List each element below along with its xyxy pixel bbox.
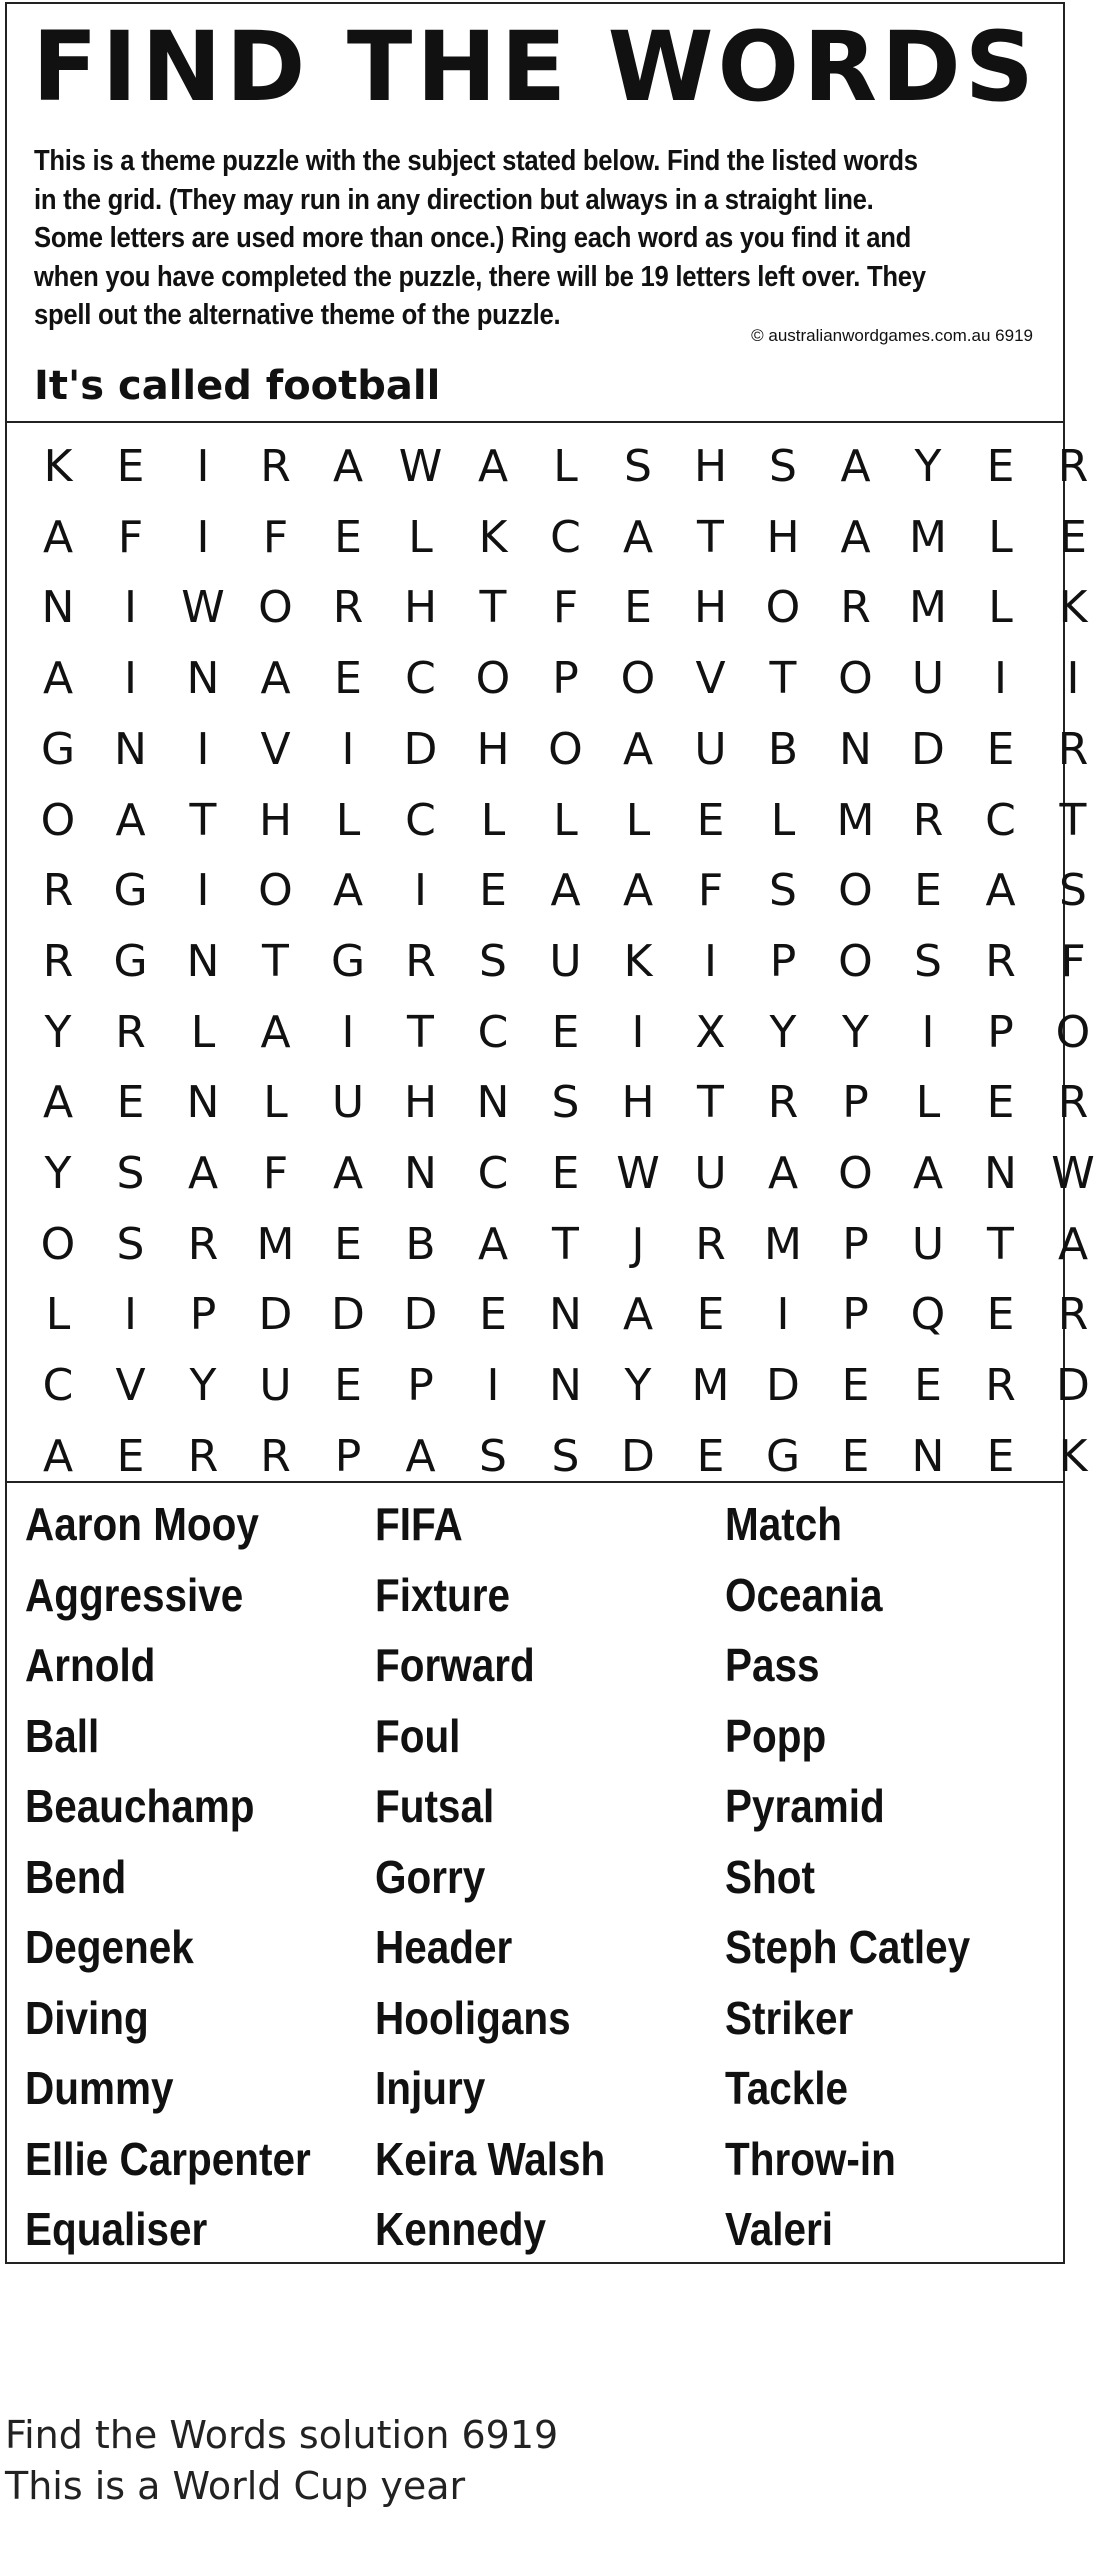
grid-letter[interactable]: K [478,511,508,563]
grid-letter[interactable]: C [985,794,1016,846]
grid-letter[interactable]: D [331,1289,365,1341]
grid-letter[interactable]: A [550,865,581,917]
grid-letter[interactable]: I [631,1006,645,1058]
grid-letter[interactable]: R [985,935,1016,987]
grid-letter[interactable]: L [988,511,1013,563]
word-list-item: Shot [725,1850,815,1903]
grid-letter[interactable]: I [341,1006,355,1058]
grid-letter[interactable]: E [986,723,1015,775]
grid-letter[interactable]: C [405,794,436,846]
grid-letter[interactable]: B [405,1218,436,1270]
grid-letter[interactable]: A [405,1430,436,1482]
grid-letter[interactable]: D [403,1289,438,1341]
word-list-item: Beauchamp [25,1780,255,1832]
grid-letter[interactable]: R [42,935,74,987]
grid-letter[interactable]: L [480,794,506,846]
grid-letter[interactable]: P [842,1289,869,1341]
grid-letter[interactable]: A [840,511,871,563]
grid-letter[interactable]: S [551,1430,580,1482]
grid-letter[interactable]: I [486,1360,500,1412]
grid-letter[interactable]: I [341,723,355,775]
grid-letter[interactable]: E [116,1430,145,1482]
grid-letter[interactable]: T [769,653,797,705]
grid-letter[interactable]: V [695,653,726,705]
grid-letter[interactable]: T [189,794,217,846]
grid-letter[interactable]: N [839,723,872,775]
grid-letter[interactable]: T [407,1006,434,1058]
grid-letter[interactable]: L [915,1077,941,1129]
grid-letter[interactable]: L [625,794,651,846]
grid-letter[interactable]: A [622,511,654,563]
word-list-item: Hooligans [375,1991,571,2044]
word-list-item: Diving [25,1991,149,2044]
grid-letter[interactable]: N [41,582,75,634]
grid-letter[interactable]: G [113,935,148,987]
grid-letter[interactable]: I [414,865,427,917]
grid-letter[interactable]: U [911,1218,945,1270]
grid-letter[interactable]: F [552,582,579,634]
grid-letter[interactable]: Y [44,1006,72,1058]
grid-letter[interactable]: C [477,1006,509,1058]
word-list-item: Ellie Carpenter [25,2132,311,2185]
copyright-notice: © australianwordgames.com.au 6919 [751,326,1033,345]
grid-letter[interactable]: E [914,1360,942,1412]
grid-letter[interactable]: P [407,1360,434,1412]
grid-letter[interactable]: I [921,1006,935,1058]
grid-letter[interactable]: G [113,865,148,917]
grid-letter[interactable]: R [695,1218,726,1270]
grid-letter[interactable]: S [116,1148,145,1199]
grid-letter[interactable]: P [552,653,579,705]
grid-letter[interactable]: A [477,441,509,492]
grid-letter[interactable]: A [42,653,74,705]
grid-letter[interactable]: A [332,865,364,917]
grid-letter[interactable]: C [477,1148,509,1199]
grid-letter[interactable]: R [985,1360,1016,1412]
word-list-item: Pyramid [725,1780,885,1832]
grid-letter[interactable]: K [623,935,653,987]
word-list-item: Kennedy [375,2203,546,2255]
grid-letter[interactable]: U [694,1148,727,1199]
grid-letter[interactable]: O [838,1148,873,1199]
solution-section [5,2410,558,2512]
grid-letter[interactable]: N [404,1148,437,1199]
grid-letter[interactable]: R [912,794,944,846]
grid-letter[interactable]: T [697,1077,724,1129]
grid-letter[interactable]: U [911,653,945,705]
word-list-item: Degenek [25,1921,194,1973]
grid-letter[interactable]: F [262,511,289,563]
grid-letter[interactable]: E [986,1077,1015,1129]
grid-letter[interactable]: W [616,1148,660,1199]
grid-letter[interactable]: Y [769,1006,797,1058]
grid-letter[interactable]: R [1057,723,1089,775]
grid-letter[interactable]: O [548,723,583,775]
grid-letter[interactable]: L [553,441,578,492]
grid-letter[interactable]: I [196,865,210,917]
grid-letter[interactable]: A [42,511,74,563]
grid-letter[interactable]: I [994,653,1007,705]
grid-letter[interactable]: R [187,1430,219,1482]
word-list-item: FIFA [375,1498,463,1550]
grid-row [7,927,1086,997]
grid-letter[interactable]: E [841,1360,870,1412]
grid-letter[interactable]: I [124,653,137,705]
grid-row [7,1280,1089,1350]
grid-letter[interactable]: P [987,1006,1014,1058]
grid-letter[interactable]: L [45,1289,71,1341]
grid-letter[interactable]: D [1056,1360,1090,1412]
grid-row [7,715,1089,785]
grid-letter[interactable]: P [334,1430,362,1482]
grid-letter[interactable]: U [694,723,727,775]
grid-letter[interactable]: E [841,1430,870,1482]
grid-letter[interactable]: A [115,794,146,846]
grid-letter[interactable]: N [186,935,220,987]
grid-letter[interactable]: T [1059,794,1087,846]
grid-letter[interactable]: S [914,935,942,987]
puzzle-theme: It's called football [34,363,441,409]
grid-letter[interactable]: N [984,1148,1017,1199]
grid-letter[interactable]: L [988,582,1013,634]
grid-letter[interactable]: A [985,865,1016,917]
grid-letter[interactable]: I [776,1289,790,1341]
grid-letter[interactable]: E [551,1006,580,1058]
grid-letter[interactable]: O [838,653,873,705]
grid-letter[interactable]: L [770,794,796,846]
grid-letter[interactable]: I [196,723,210,775]
grid-letter[interactable]: N [186,653,220,705]
word-list-item: Steph Catley [725,1921,971,1973]
grid-letter[interactable]: E [986,1289,1015,1341]
grid-letter[interactable]: M [909,511,947,563]
grid-letter[interactable]: A [332,441,364,492]
grid-letter[interactable]: S [769,865,797,917]
grid-letter[interactable]: H [258,794,293,846]
grid-letter[interactable]: H [403,1077,438,1129]
grid-letter[interactable]: E [551,1148,580,1199]
grid-letter[interactable]: I [1066,653,1080,705]
grid-letter[interactable]: D [621,1430,655,1482]
grid-letter[interactable]: D [766,1360,800,1412]
word-list-item: Arnold [25,1639,156,1691]
puzzle-frame [5,2,1095,2264]
word-list-item: Header [375,1921,513,1973]
grid-letter[interactable]: O [620,653,656,705]
word-list-item: Dummy [25,2062,174,2114]
word-list-item: Aaron Mooy [25,1498,259,1550]
grid-letter[interactable]: Y [44,1148,72,1199]
grid-letter[interactable]: E [479,1289,507,1341]
word-list-item: Injury [375,2062,486,2114]
grid-letter[interactable]: O [838,935,873,987]
grid-letter[interactable]: R [115,1006,146,1058]
grid-letter[interactable]: M [691,1360,730,1412]
grid-letter[interactable]: O [1055,1006,1091,1058]
grid-letter[interactable]: R [1057,1077,1089,1129]
grid-letter[interactable]: Y [842,1006,869,1058]
grid-letter[interactable]: U [259,1360,292,1412]
word-list-item: Foul [375,1709,461,1762]
grid-letter[interactable]: B [767,723,799,775]
grid-letter[interactable]: S [479,935,507,987]
grid-letter[interactable]: R [1057,441,1089,492]
grid-letter[interactable]: E [696,794,725,846]
grid-letter[interactable]: J [631,1218,645,1270]
grid-letter[interactable]: U [331,1077,365,1129]
grid-letter[interactable]: R [1057,1289,1089,1341]
grid-row [7,573,1088,643]
grid-letter[interactable]: O [765,582,801,634]
grid-letter[interactable]: E [914,865,942,917]
grid-letter[interactable]: S [769,441,797,492]
grid-letter[interactable]: Y [914,441,942,492]
word-list-item: Keira Walsh [375,2132,606,2185]
grid-letter[interactable]: T [697,511,724,563]
grid-letter[interactable]: P [842,1218,869,1270]
grid-row [7,503,1087,573]
grid-letter[interactable]: L [553,794,578,846]
word-list-item: Forward [375,1639,535,1691]
grid-letter[interactable]: E [479,865,507,917]
grid-letter[interactable]: A [622,1289,654,1341]
grid-letter[interactable]: H [403,582,438,634]
grid-letter[interactable]: E [334,1360,362,1412]
grid-row [7,856,1087,926]
grid-letter[interactable]: A [42,1430,74,1482]
grid-letter[interactable]: A [1057,1218,1089,1270]
grid-letter[interactable]: Q [910,1289,946,1341]
grid-letter[interactable]: K [43,441,73,492]
grid-letter[interactable]: M [909,582,947,634]
word-list-item: Aggressive [25,1568,244,1621]
solution-answer: This is a World Cup year [5,2464,466,2508]
word-list-item: Bend [25,1850,127,1903]
word-list-item: Throw-in [725,2132,896,2185]
grid-letter[interactable]: N [114,723,147,775]
grid-row [7,1210,1089,1280]
grid-row [7,998,1091,1068]
word-list-item: Ball [25,1709,100,1762]
grid-letter[interactable]: G [330,935,366,987]
grid-letter[interactable]: I [704,935,717,987]
grid-letter[interactable]: A [260,653,291,705]
grid-letter[interactable]: R [187,1218,219,1270]
grid-row [7,1068,1089,1138]
grid-letter[interactable]: M [836,794,875,846]
grid-letter[interactable]: S [1059,865,1087,917]
grid-letter[interactable]: O [40,794,76,846]
word-list-item: Gorry [375,1850,486,1903]
grid-letter[interactable]: O [475,653,511,705]
grid-letter[interactable]: W [181,582,225,634]
grid-letter[interactable]: R [767,1077,799,1129]
divider-middle [7,1481,1063,1483]
grid-letter[interactable]: A [622,865,654,917]
grid-letter[interactable]: A [332,1148,364,1199]
grid-row [7,1139,1095,1209]
grid-letter[interactable]: I [196,441,210,492]
grid-letter[interactable]: A [840,441,871,492]
grid-letter[interactable]: D [258,1289,293,1341]
grid-letter[interactable]: A [622,723,654,775]
grid-letter[interactable]: C [42,1360,74,1412]
grid-letter[interactable]: N [549,1289,582,1341]
grid-letter[interactable]: E [116,441,145,492]
grid-letter[interactable]: N [549,1360,582,1412]
word-list-item: Pass [725,1639,820,1691]
grid-letter[interactable]: S [624,441,652,492]
grid-letter[interactable]: R [260,441,291,492]
grid-letter[interactable]: Y [624,1360,652,1412]
grid-letter[interactable]: L [190,1006,216,1058]
grid-letter[interactable]: S [551,1077,580,1129]
word-list-item: Valeri [725,2203,834,2255]
grid-letter[interactable]: T [987,1218,1014,1270]
grid-letter[interactable]: C [405,653,436,705]
word-list-item: Tackle [725,2062,849,2114]
word-list-item: Futsal [375,1780,495,1832]
grid-letter[interactable]: D [403,723,438,775]
word-list-item: Fixture [375,1568,510,1621]
grid-letter[interactable]: H [766,511,800,563]
grid-letter[interactable]: I [124,1289,137,1341]
solution-label: Find the Words solution 6919 [5,2413,559,2457]
grid-letter[interactable]: N [186,1077,220,1129]
grid-letter[interactable]: G [40,723,76,775]
puzzle-instructions: This is a theme puzzle with the subject stated below. Find the listed words in the grid. (They may run in any direction but always in a straight line. Some letters are used more than once.) Ring each word as you find it and when you have completed the puzzle, there will be 19 letters left over. They spell out the alternative theme of the puzzle. [34,145,926,331]
word-list-item: Popp [725,1709,827,1762]
grid-letter[interactable]: R [332,582,364,634]
grid-letter[interactable]: W [1051,1148,1095,1199]
grid-letter[interactable]: A [477,1218,509,1270]
grid-letter[interactable]: P [842,1077,869,1129]
grid-letter[interactable]: E [986,1430,1015,1482]
grid-letter[interactable]: R [840,582,871,634]
grid-letter[interactable]: F [697,865,724,917]
grid-letter[interactable]: O [258,865,293,917]
word-list-item: Oceania [725,1568,883,1621]
grid-letter[interactable]: E [334,1218,362,1270]
grid-letter[interactable]: I [124,582,137,634]
grid-letter[interactable]: F [262,1148,289,1199]
grid-letter[interactable]: O [838,865,873,917]
grid-letter[interactable]: T [552,1218,579,1270]
grid-letter[interactable]: O [40,1218,76,1270]
grid-letter[interactable]: O [258,582,293,634]
grid-letter[interactable]: R [405,935,436,987]
grid-letter[interactable]: S [116,1218,145,1270]
grid-letter[interactable]: A [767,1148,799,1199]
word-list-item: Match [725,1498,842,1550]
grid-letter[interactable]: H [693,582,728,634]
grid-letter[interactable]: A [42,1077,74,1129]
grid-letter[interactable]: L [408,511,433,563]
grid-letter[interactable]: F [1060,935,1086,987]
puzzle-title: FIND THE WORDS [32,11,1038,123]
grid-letter[interactable]: L [263,1077,288,1129]
grid-row [7,432,1089,502]
grid-letter[interactable]: W [398,441,443,492]
grid-letter[interactable]: M [256,1218,295,1270]
grid-letter[interactable]: P [769,935,797,987]
divider-top [7,421,1063,423]
grid-letter[interactable]: K [1058,1430,1088,1482]
grid-letter[interactable]: E [1059,511,1087,563]
grid-letter[interactable]: L [335,794,361,846]
word-list-item: Striker [725,1991,854,2044]
grid-row [7,1351,1090,1421]
grid-letter[interactable]: D [911,723,945,775]
grid-letter[interactable]: T [262,935,289,987]
grid-letter[interactable]: E [696,1289,725,1341]
grid-letter[interactable]: E [624,582,652,634]
grid-letter[interactable]: V [115,1360,146,1412]
grid-letter[interactable]: R [260,1430,291,1482]
grid-letter[interactable]: A [912,1148,944,1199]
grid-letter[interactable]: K [1058,582,1088,634]
grid-letter[interactable]: E [696,1430,725,1482]
grid-letter[interactable]: H [693,441,728,492]
word-list-item: Equaliser [25,2203,208,2255]
grid-letter[interactable]: Y [189,1360,217,1412]
grid-letter[interactable]: A [187,1148,219,1199]
grid-letter[interactable]: T [479,582,507,634]
puzzle-header [7,4,1063,421]
grid-letter[interactable]: R [42,865,74,917]
grid-letter[interactable]: E [986,441,1015,492]
grid-letter[interactable]: H [476,723,510,775]
grid-letter[interactable]: S [479,1430,507,1482]
grid-row [7,644,1080,714]
grid-letter[interactable]: E [334,653,362,705]
grid-letter[interactable]: E [334,511,362,563]
grid-letter[interactable]: G [765,1430,801,1482]
grid-letter[interactable]: M [764,1218,802,1270]
grid-letter[interactable]: A [260,1006,291,1058]
grid-letter[interactable]: H [621,1077,655,1129]
grid-letter[interactable]: P [189,1289,217,1341]
grid-row [7,786,1087,856]
grid-letter[interactable]: U [549,935,582,987]
grid-letter[interactable]: E [116,1077,145,1129]
grid-letter[interactable]: N [476,1077,510,1129]
grid-letter[interactable]: F [117,511,144,563]
grid-letter[interactable]: C [550,511,581,563]
grid-letter[interactable]: V [260,723,291,775]
grid-letter[interactable]: X [695,1006,726,1058]
grid-letter[interactable]: N [911,1430,945,1482]
grid-letter[interactable]: I [196,511,210,563]
